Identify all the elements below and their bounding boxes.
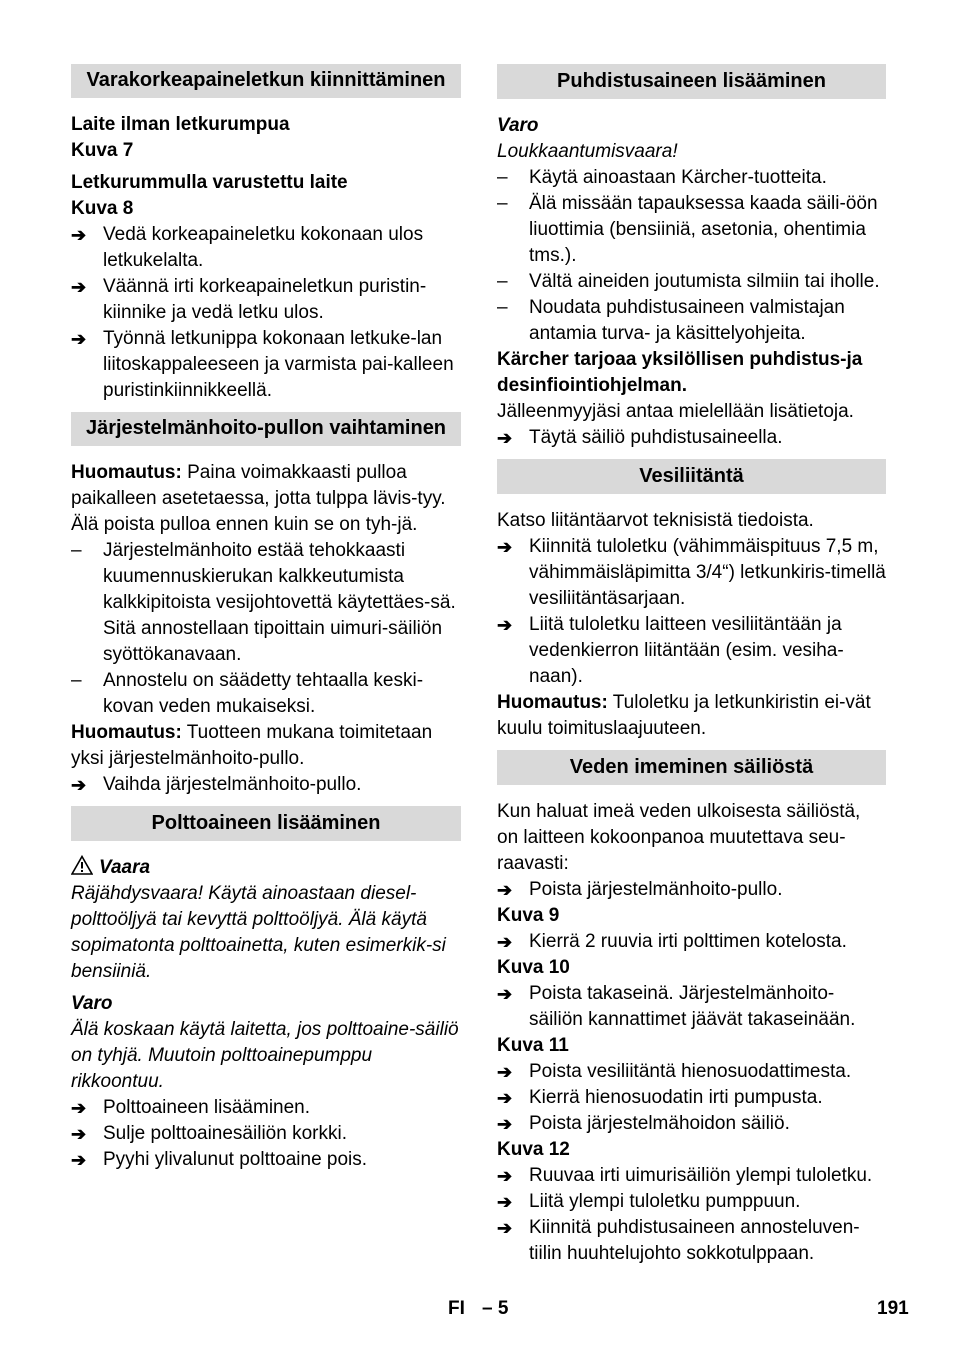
arrow-right-icon: ➔ bbox=[497, 1062, 513, 1082]
step-text: Täytä säiliö puhdistusaineella. bbox=[529, 427, 783, 448]
step-text: Poista järjestelmänhoito-pullo. bbox=[529, 879, 783, 900]
dash-bullet: – bbox=[71, 670, 82, 691]
section-heading-system-care: Järjestelmänhoito-pullon vaihtaminen bbox=[71, 412, 461, 446]
step-item bbox=[71, 222, 461, 274]
note-paragraph bbox=[497, 690, 886, 742]
note-text: Tuotteen mukana toimitetaan yksi järjestelmänhoito-pullo. bbox=[71, 722, 433, 769]
dealer-note: Jälleenmyyjäsi antaa mielellään lisätietoja. bbox=[497, 401, 854, 422]
footer-language: FI bbox=[448, 1298, 465, 1319]
arrow-right-icon: ➔ bbox=[71, 329, 87, 349]
dash-bullet: – bbox=[497, 297, 508, 318]
arrow-right-icon: ➔ bbox=[71, 225, 87, 245]
dash-bullet: – bbox=[71, 540, 82, 561]
section-heading-fuel: Polttoaineen lisääminen bbox=[71, 806, 461, 841]
step-text: Polttoaineen lisääminen. bbox=[103, 1097, 311, 1118]
section-heading-suction: Veden imeminen säiliöstä bbox=[497, 750, 886, 785]
step-list bbox=[497, 1059, 886, 1137]
arrow-right-icon: ➔ bbox=[497, 880, 513, 900]
step-text: Vaihda järjestelmänhoito-pullo. bbox=[103, 774, 362, 795]
step-text: Poista takaseinä. Järjestelmänhoito-säiliön kannattimet jäävät takaseinään. bbox=[529, 983, 856, 1030]
step-text: Kiinnitä tuloletku (vähimmäispituus 7,5 m, vähimmäisläpimitta 3/4“) letkunkiris-timellä vesiliitäntäsarjaan. bbox=[529, 536, 886, 609]
right-column bbox=[497, 64, 886, 1267]
body-paragraph: Katso liitäntäarvot teknisistä tiedoista. bbox=[497, 510, 814, 531]
dash-text: Vältä aineiden joutumista silmiin tai iholle. bbox=[529, 271, 880, 292]
figure-ref: Kuva 7 bbox=[71, 140, 134, 161]
arrow-right-icon: ➔ bbox=[497, 537, 513, 557]
arrow-right-icon: ➔ bbox=[497, 1088, 513, 1108]
figure-ref: Kuva 10 bbox=[497, 957, 570, 978]
note-paragraph bbox=[71, 720, 461, 772]
danger-text: Räjähdysvaara! Käytä ainoastaan diesel-polttoöljyä tai kevyttä polttoöljyä. Älä käytä sopimatonta polttoainetta, kuten esimerkik-si bensiiniä. bbox=[71, 883, 446, 982]
step-item bbox=[71, 1121, 461, 1147]
arrow-right-icon: ➔ bbox=[497, 1192, 513, 1212]
warning-triangle-icon bbox=[71, 855, 93, 875]
step-item bbox=[497, 425, 886, 451]
figure-ref: Kuva 9 bbox=[497, 905, 560, 926]
danger-heading bbox=[71, 855, 461, 881]
figure-ref: Kuva 11 bbox=[497, 1035, 569, 1056]
figure-ref: Kuva 12 bbox=[497, 1139, 570, 1160]
section-heading-spare-hose: Varakorkeapaineletkun kiinnittäminen bbox=[71, 64, 461, 98]
dash-text: Käytä ainoastaan Kärcher-tuotteita. bbox=[529, 167, 827, 188]
step-item bbox=[497, 612, 886, 690]
arrow-right-icon: ➔ bbox=[497, 615, 513, 635]
step-item bbox=[71, 1147, 461, 1173]
note-label: Huomautus: bbox=[497, 692, 608, 713]
arrow-right-icon: ➔ bbox=[71, 775, 87, 795]
step-list bbox=[71, 1095, 461, 1173]
note-label: Huomautus: bbox=[71, 722, 182, 743]
step-item bbox=[497, 1163, 886, 1189]
step-item bbox=[71, 274, 461, 326]
step-text: Poista vesiliitäntä hienosuodattimesta. bbox=[529, 1061, 852, 1082]
arrow-right-icon: ➔ bbox=[71, 1150, 87, 1170]
left-column bbox=[71, 64, 461, 1173]
caution-text: Loukkaantumisvaara! bbox=[497, 141, 678, 162]
dash-item bbox=[497, 269, 886, 295]
step-text: Liitä ylempi tuloletku pumppuun. bbox=[529, 1191, 801, 1212]
step-text: Liitä tuloletku laitteen vesiliitäntään ja vedenkierron liitäntään (esim. vesiha-naan). bbox=[529, 614, 844, 687]
dash-item bbox=[71, 668, 461, 720]
note-text: Paina voimakkaasti pulloa paikalleen asetetaessa, jotta tulppa lävis-tyy. Älä poista pulloa ennen kuin se on tyh-jä. bbox=[71, 462, 446, 535]
step-item bbox=[497, 1189, 886, 1215]
step-list bbox=[71, 222, 461, 404]
dash-item bbox=[497, 191, 886, 269]
step-text: Ruuvaa irti uimurisäiliön ylempi tuloletku. bbox=[529, 1165, 873, 1186]
note-label: Huomautus: bbox=[71, 462, 182, 483]
dash-list bbox=[71, 538, 461, 720]
dash-item bbox=[497, 295, 886, 347]
caution-label: Varo bbox=[497, 115, 539, 136]
arrow-right-icon: ➔ bbox=[71, 1098, 87, 1118]
arrow-right-icon: ➔ bbox=[71, 277, 87, 297]
step-item bbox=[497, 534, 886, 612]
dash-text: Älä missään tapauksessa kaada säili-öön liuottimia (bensiiniä, asetonia, ohentimia tms.). bbox=[529, 193, 878, 266]
subheading-no-reel: Laite ilman letkurumpua bbox=[71, 114, 290, 135]
step-text: Kierrä hienosuodatin irti pumpusta. bbox=[529, 1087, 823, 1108]
step-text: Kierrä 2 ruuvia irti polttimen kotelosta. bbox=[529, 931, 847, 952]
note-text: Tuloletku ja letkunkiristin ei-vät kuulu toimituslaajuuteen. bbox=[497, 692, 871, 739]
step-text: Kiinnitä puhdistusaineen annosteluven-tiilin huuhtelujohto sokkotulppaan. bbox=[529, 1217, 860, 1264]
arrow-right-icon: ➔ bbox=[497, 984, 513, 1004]
step-text: Väännä irti korkeapaineletkun puristin-kiinnike ja vedä letku ulos. bbox=[103, 276, 427, 323]
dash-list bbox=[497, 165, 886, 347]
step-item bbox=[497, 981, 886, 1033]
step-text: Sulje polttoainesäiliön korkki. bbox=[103, 1123, 347, 1144]
dash-bullet: – bbox=[497, 271, 508, 292]
step-item bbox=[497, 929, 886, 955]
caution-text: Älä koskaan käytä laitetta, jos polttoaine-säiliö on tyhjä. Muutoin polttoainepumppu rikkoontuu. bbox=[71, 1019, 459, 1092]
caution-label: Varo bbox=[71, 993, 113, 1014]
dash-text: Järjestelmänhoito estää tehokkaasti kuumennuskierukan kalkkeutumista kalkkipitoista vesijohtovettä käytettäes-sä. Sitä annostellaan tipoittain uimuri-säiliön syöttökanavaan. bbox=[103, 540, 456, 665]
dash-item bbox=[71, 538, 461, 668]
step-item bbox=[71, 326, 461, 404]
arrow-right-icon: ➔ bbox=[497, 932, 513, 952]
dash-bullet: – bbox=[497, 167, 508, 188]
dash-text: Noudata puhdistusaineen valmistajan antamia turva- ja käsittelyohjeita. bbox=[529, 297, 845, 344]
step-item bbox=[497, 1111, 886, 1137]
step-item bbox=[497, 1059, 886, 1085]
footer-page-number: 191 bbox=[877, 1298, 909, 1319]
step-text: Työnnä letkunippa kokonaan letkuke-lan liitoskappaleeseen ja varmista pai-kalleen puristinkiinnikkeellä. bbox=[103, 328, 454, 401]
section-heading-detergent: Puhdistusaineen lisääminen bbox=[497, 64, 886, 99]
step-list bbox=[497, 534, 886, 690]
step-item bbox=[497, 877, 886, 903]
step-text: Vedä korkeapaineletku kokonaan ulos letkukelalta. bbox=[103, 224, 424, 271]
program-note: Kärcher tarjoaa yksilöllisen puhdistus-ja desinfiointiohjelman. bbox=[497, 349, 863, 396]
subheading-with-reel: Letkurummulla varustettu laite bbox=[71, 172, 348, 193]
dash-item bbox=[497, 165, 886, 191]
danger-label: Vaara bbox=[99, 857, 151, 878]
section-heading-water-connection: Vesiliitäntä bbox=[497, 459, 886, 494]
arrow-right-icon: ➔ bbox=[71, 1124, 87, 1144]
step-list bbox=[497, 1163, 886, 1267]
arrow-right-icon: ➔ bbox=[497, 428, 513, 448]
arrow-right-icon: ➔ bbox=[497, 1218, 513, 1238]
step-item bbox=[71, 772, 461, 798]
dash-text: Annostelu on säädetty tehtaalla keski-kovan veden mukaiseksi. bbox=[103, 670, 424, 717]
step-text: Poista järjestelmähoidon säiliö. bbox=[529, 1113, 790, 1134]
figure-ref: Kuva 8 bbox=[71, 198, 134, 219]
arrow-right-icon: ➔ bbox=[497, 1166, 513, 1186]
step-item bbox=[497, 1085, 886, 1111]
step-item bbox=[71, 1095, 461, 1121]
arrow-right-icon: ➔ bbox=[497, 1114, 513, 1134]
dash-bullet: – bbox=[497, 193, 508, 214]
note-paragraph bbox=[71, 460, 461, 538]
body-paragraph: Kun haluat imeä veden ulkoisesta säiliöstä, on laitteen kokoonpanoa muutettava seu-raavasti: bbox=[497, 801, 861, 874]
step-item bbox=[497, 1215, 886, 1267]
step-text: Pyyhi ylivalunut polttoaine pois. bbox=[103, 1149, 368, 1170]
footer-local-page: – 5 bbox=[482, 1298, 509, 1319]
